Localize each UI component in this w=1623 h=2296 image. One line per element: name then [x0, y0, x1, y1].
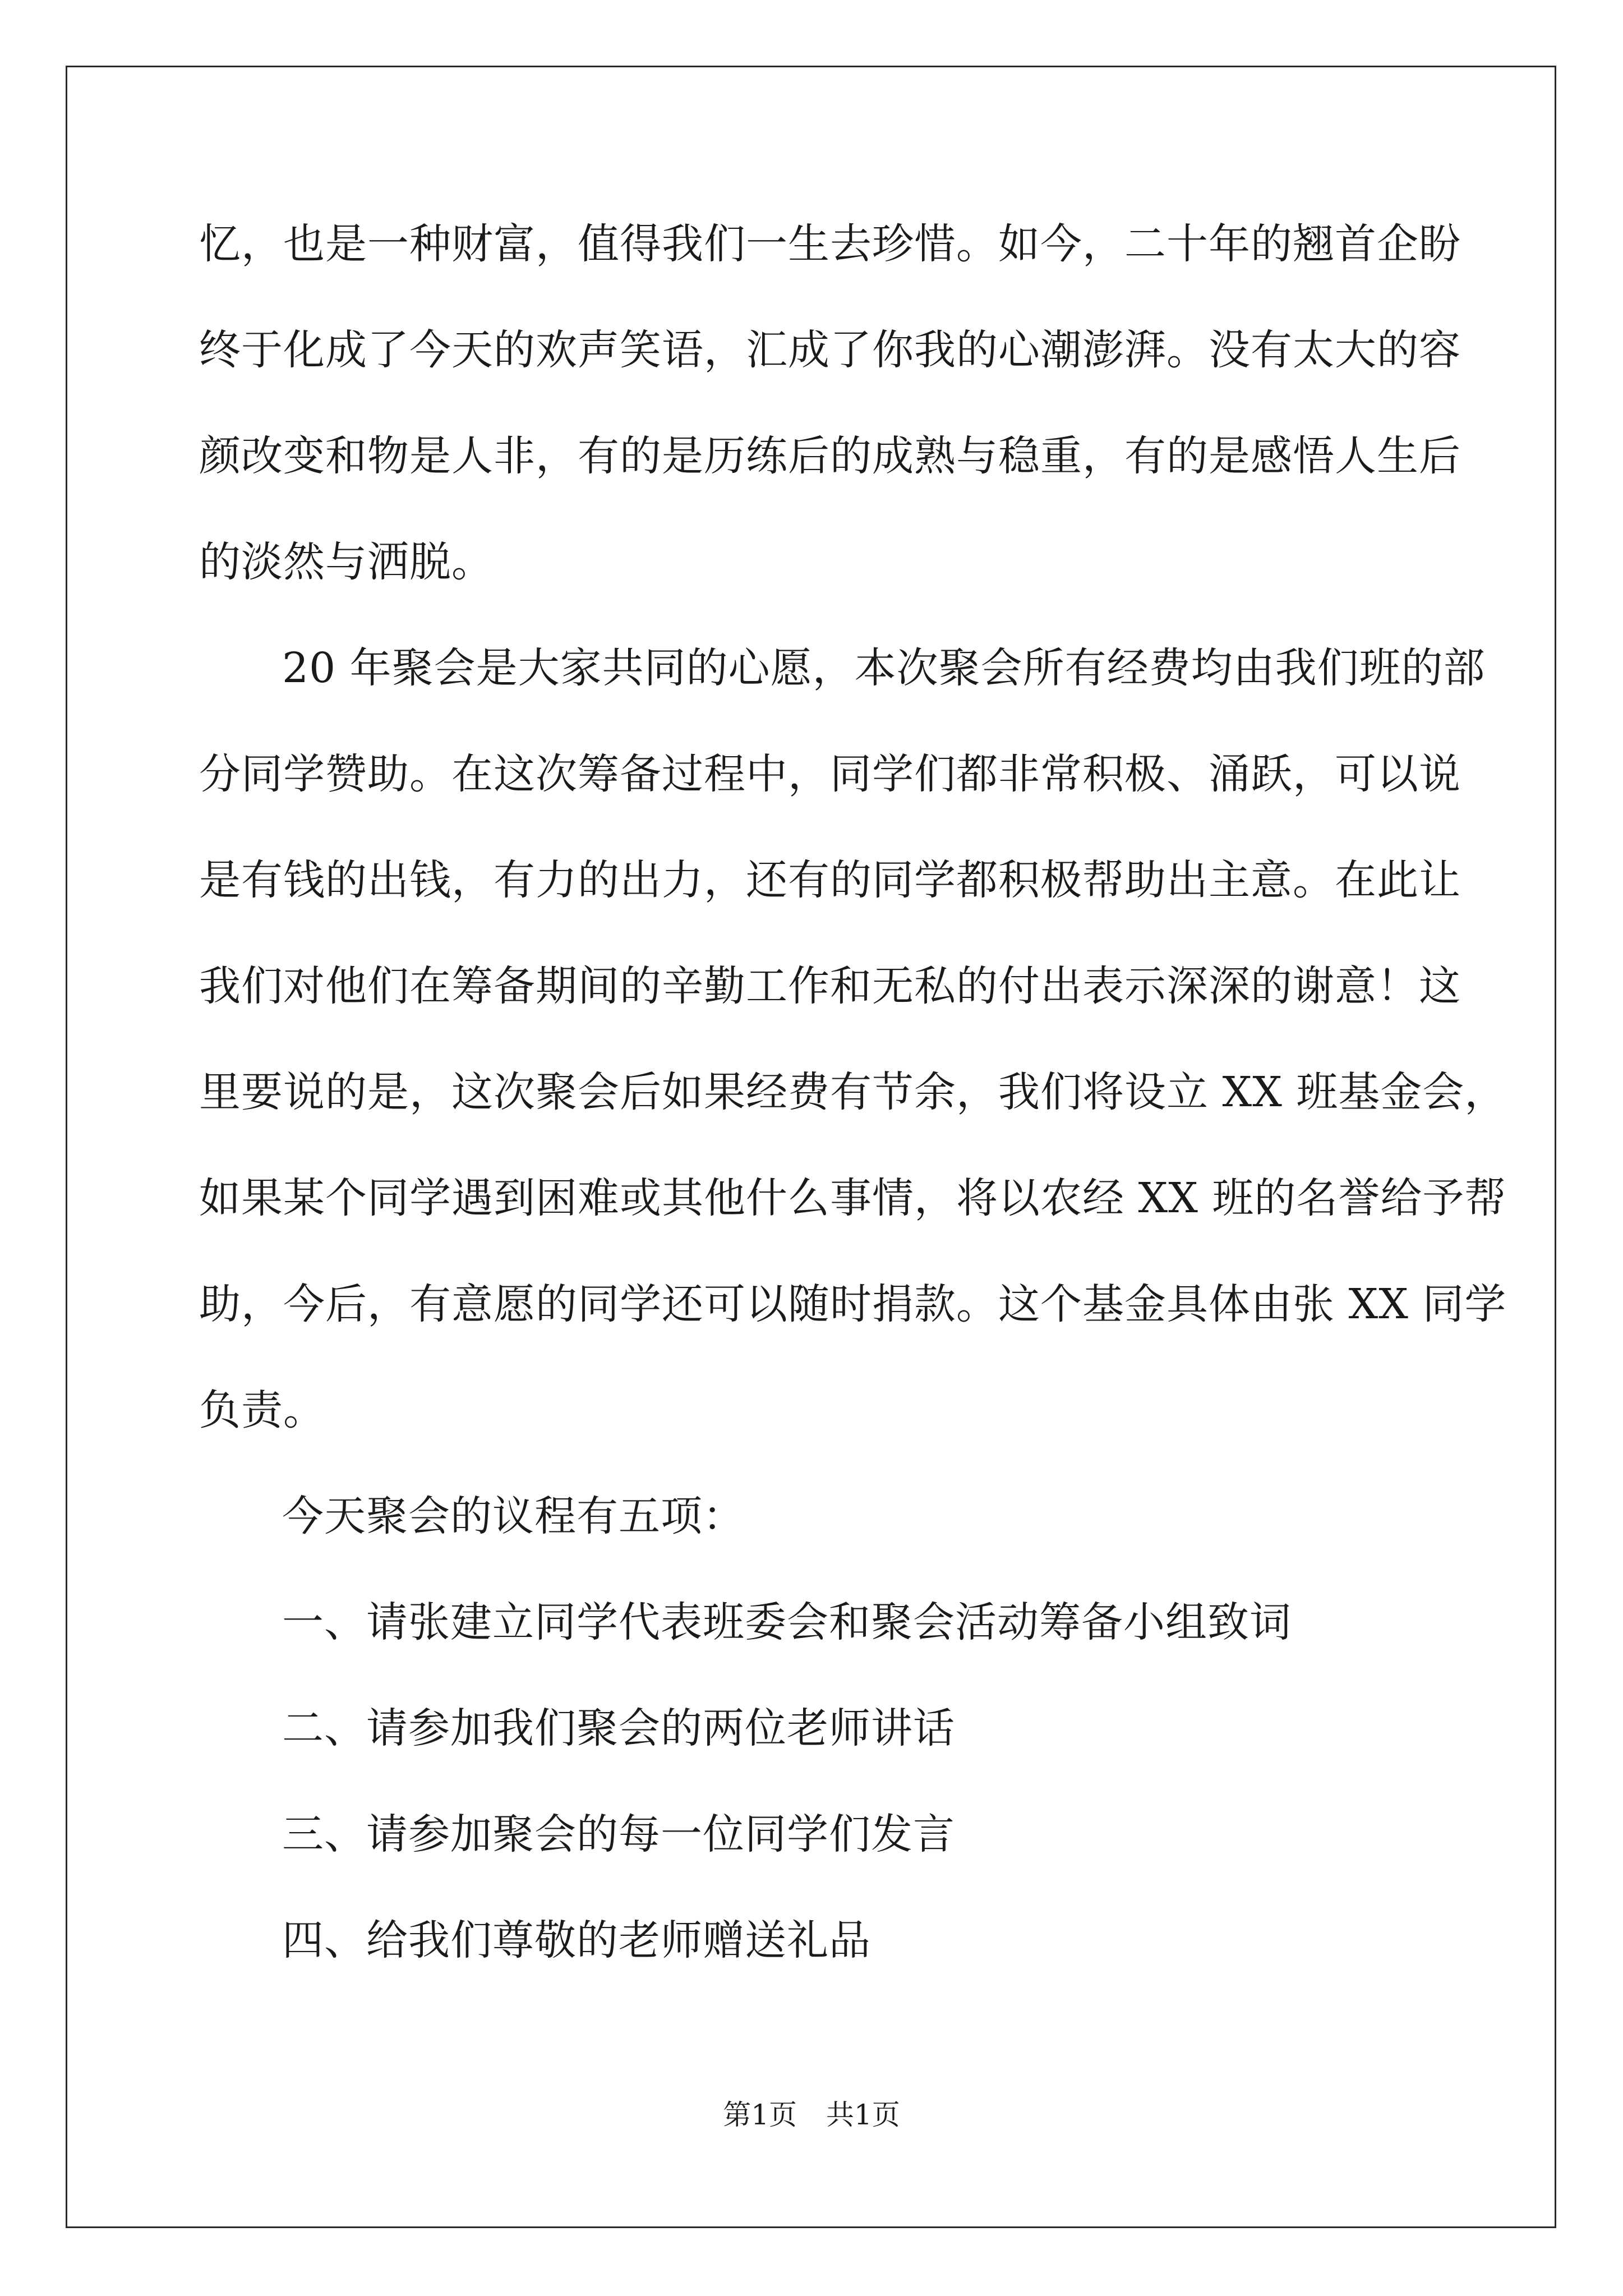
text-line: 忆，也是一种财富，值得我们一生去珍惜。如今，二十年的翘首企盼 [199, 220, 1461, 268]
agenda-list [199, 1591, 1461, 2016]
text-line: 20 年聚会是大家共同的心愿，本次聚会所有经费均由我们班的部 [282, 644, 1486, 692]
text-line: 分同学赞助。在这次筹备过程中，同学们都非常积极、涌跃，可以说 [199, 750, 1461, 798]
text-line: 的淡然与洒脱。 [199, 538, 494, 586]
text-line: 助，今后，有意愿的同学还可以随时捐款。这个基金具体由张 XX 同学 [199, 1280, 1507, 1328]
page-footer [0, 2098, 1623, 2132]
text-line: 我们对他们在筹备期间的辛勤工作和无私的付出表示深深的谢意！这 [199, 962, 1461, 1010]
paragraph-1 [199, 213, 1461, 637]
paragraph-3 [199, 1485, 1461, 1591]
text-line: 终于化成了今天的欢声笑语，汇成了你我的心潮澎湃。没有太大的容 [199, 326, 1461, 374]
text-line: 如果某个同学遇到困难或其他什么事情，将以农经 XX 班的名誉给予帮 [199, 1174, 1507, 1222]
text-line: 里要说的是，这次聚会后如果经费有节余，我们将设立 XX 班基金会， [199, 1068, 1507, 1116]
text-line: 负责。 [199, 1386, 325, 1434]
page-total: 共1页 [826, 2099, 900, 2131]
paragraph-2 [199, 637, 1507, 1485]
agenda-item: 一、请张建立同学代表班委会和聚会活动筹备小组致词 [282, 1598, 1292, 1646]
document-body [199, 213, 1507, 2016]
text-line: 颜改变和物是人非，有的是历练后的成熟与稳重，有的是感悟人生后 [199, 432, 1461, 480]
text-line: 是有钱的出钱，有力的出力，还有的同学都积极帮助出主意。在此让 [199, 856, 1461, 904]
agenda-intro: 今天聚会的议程有五项： [282, 1492, 745, 1540]
agenda-item: 二、请参加我们聚会的两位老师讲话 [282, 1704, 955, 1752]
agenda-item: 四、给我们尊敬的老师赠送礼品 [282, 1916, 871, 1964]
page-number: 第1页 [723, 2099, 797, 2131]
agenda-item: 三、请参加聚会的每一位同学们发言 [282, 1810, 955, 1858]
